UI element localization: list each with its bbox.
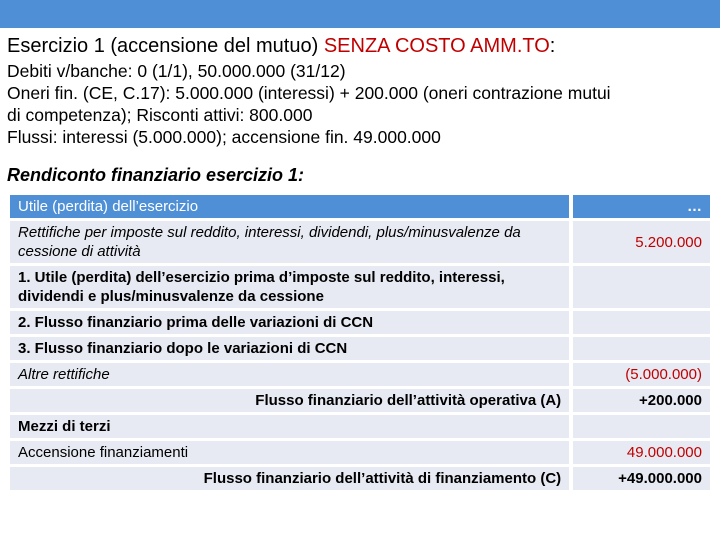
row-value: (5.000.000)	[573, 363, 710, 386]
row-value	[573, 266, 710, 308]
row-value	[573, 415, 710, 438]
row-value	[573, 311, 710, 334]
row-label: Rettifiche per imposte sul reddito, interessi, dividendi, plus/minusvalenze da cessione di attività	[10, 221, 569, 263]
row-label: Mezzi di terzi	[10, 415, 569, 438]
row-label: 3. Flusso finanziario dopo le variazioni di CCN	[10, 337, 569, 360]
section-heading: Rendiconto finanziario esercizio 1:	[7, 165, 305, 185]
intro-line: Flussi: interessi (5.000.000); accensione fin. 49.000.000	[7, 127, 441, 147]
title-bar	[0, 0, 720, 28]
row-label: Altre rettifiche	[10, 363, 569, 386]
table-row	[10, 415, 710, 438]
table-row	[10, 266, 710, 308]
row-label: Utile (perdita) dell’esercizio	[10, 195, 569, 218]
row-value: 49.000.000	[573, 441, 710, 464]
title-main: Esercizio 1 (accensione del mutuo)	[7, 35, 324, 57]
title-accent: SENZA COSTO AMM.TO	[323, 35, 550, 57]
table-row	[10, 389, 710, 412]
row-label: Accensione finanziamenti	[10, 441, 569, 464]
intro-line: Oneri fin. (CE, C.17): 5.000.000 (interessi) + 200.000 (oneri contrazione mutui	[7, 83, 611, 103]
row-label: 2. Flusso finanziario prima delle variazioni di CCN	[10, 311, 569, 334]
row-label: 1. Utile (perdita) dell’esercizio prima d’imposte sul reddito, interessi, dividendi e plus/minusvalenze da cessione	[10, 266, 569, 308]
table-row	[10, 441, 710, 464]
row-value	[573, 337, 710, 360]
intro-line: di competenza); Risconti attivi: 800.000	[7, 105, 313, 125]
intro-text	[7, 60, 712, 148]
row-value: +200.000	[573, 389, 710, 412]
table-row	[10, 221, 710, 263]
intro-line: Debiti v/banche: 0 (1/1), 50.000.000 (31/12)	[7, 61, 346, 81]
row-value: …	[573, 195, 710, 218]
row-label: Flusso finanziario dell’attività operativa (A)	[10, 389, 569, 412]
row-value: 5.200.000	[573, 221, 710, 263]
table-row	[10, 337, 710, 360]
table-row	[10, 311, 710, 334]
row-label: Flusso finanziario dell’attività di finanziamento (C)	[10, 467, 569, 490]
table-row	[10, 363, 710, 386]
row-value: +49.000.000	[573, 467, 710, 490]
table-row	[10, 467, 710, 490]
slide-title	[7, 34, 719, 58]
title-suffix: :	[549, 35, 556, 57]
table-row	[10, 195, 710, 218]
cash-flow-table	[10, 192, 710, 493]
